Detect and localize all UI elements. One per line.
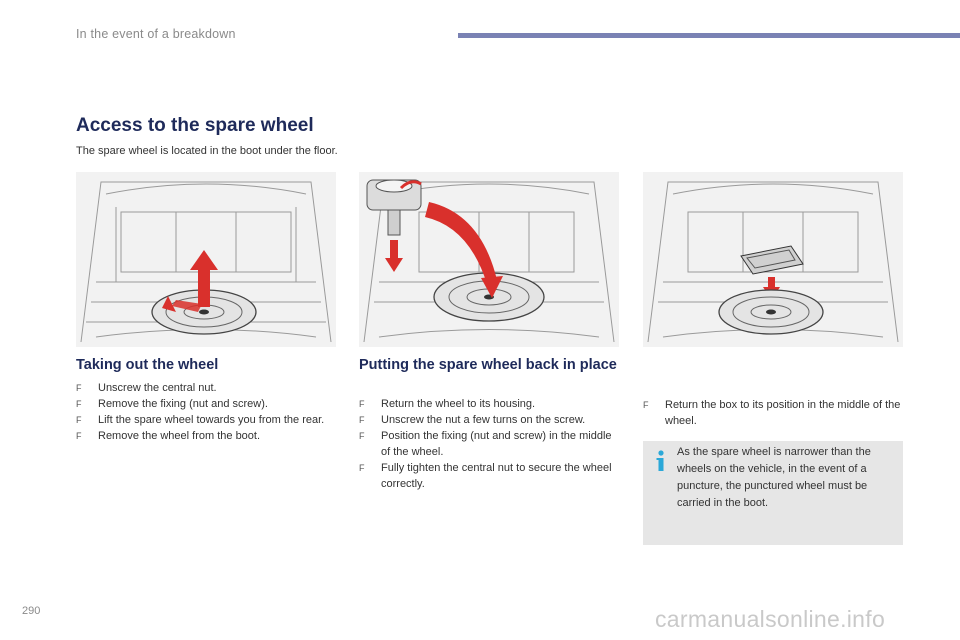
- bullet-icon: F: [359, 399, 365, 409]
- bullet-icon: F: [76, 399, 82, 409]
- bullet-icon: F: [76, 431, 82, 441]
- illustration-return-box: [643, 172, 903, 347]
- info-text: As the spare wheel is narrower than the wheels on the vehicle, in the event of a puncture, the punctured wheel must be carried in the boot.: [677, 446, 871, 509]
- bullet-icon: F: [359, 463, 365, 473]
- steps-putting-back: [359, 396, 621, 492]
- list-item: F Return the box to its position in the middle of the wheel.: [643, 399, 901, 427]
- intro-text: The spare wheel is located in the boot under the floor.: [76, 145, 338, 157]
- page-title: Access to the spare wheel: [76, 115, 314, 136]
- list-item: F Position the fixing (nut and screw) in the middle of the wheel.: [359, 430, 612, 458]
- bullet-icon: F: [76, 415, 82, 425]
- list-item: F Fully tighten the central nut to secure the wheel correctly.: [359, 462, 612, 490]
- info-box: [643, 441, 903, 545]
- illustration-putting-back-wheel: [359, 172, 619, 347]
- section-title-putting-back: Putting the spare wheel back in place: [359, 357, 617, 373]
- section-title-taking-out: Taking out the wheel: [76, 357, 219, 373]
- steps-return-box: [643, 397, 905, 429]
- info-icon: [653, 449, 669, 473]
- header-bar: [458, 33, 960, 38]
- list-item: F Return the wheel to its housing.: [359, 398, 536, 410]
- list-item: F Remove the fixing (nut and screw).: [76, 398, 268, 410]
- tool-box-drawing: [741, 246, 803, 274]
- bullet-icon: F: [643, 400, 649, 410]
- spare-wheel-drawing: [719, 290, 823, 334]
- list-item: F Lift the spare wheel towards you from the rear.: [76, 414, 325, 426]
- fixing-screw-drawing: [367, 180, 421, 235]
- running-header: In the event of a breakdown: [76, 27, 236, 41]
- list-item: F Unscrew the central nut.: [76, 382, 217, 394]
- bullet-icon: F: [359, 431, 365, 441]
- page-number: 290: [22, 605, 41, 617]
- fixing-down-arrow-drawing: [385, 240, 403, 272]
- lift-arrow-drawing: [162, 250, 218, 312]
- list-item: F Unscrew the nut a few turns on the screw.: [359, 414, 586, 426]
- illustration-taking-out-wheel: [76, 172, 336, 347]
- bullet-icon: F: [76, 383, 82, 393]
- steps-taking-out: [76, 380, 338, 444]
- list-item: F Remove the wheel from the boot.: [76, 430, 261, 442]
- watermark: carmanualsonline.info: [655, 606, 886, 632]
- bullet-icon: F: [359, 415, 365, 425]
